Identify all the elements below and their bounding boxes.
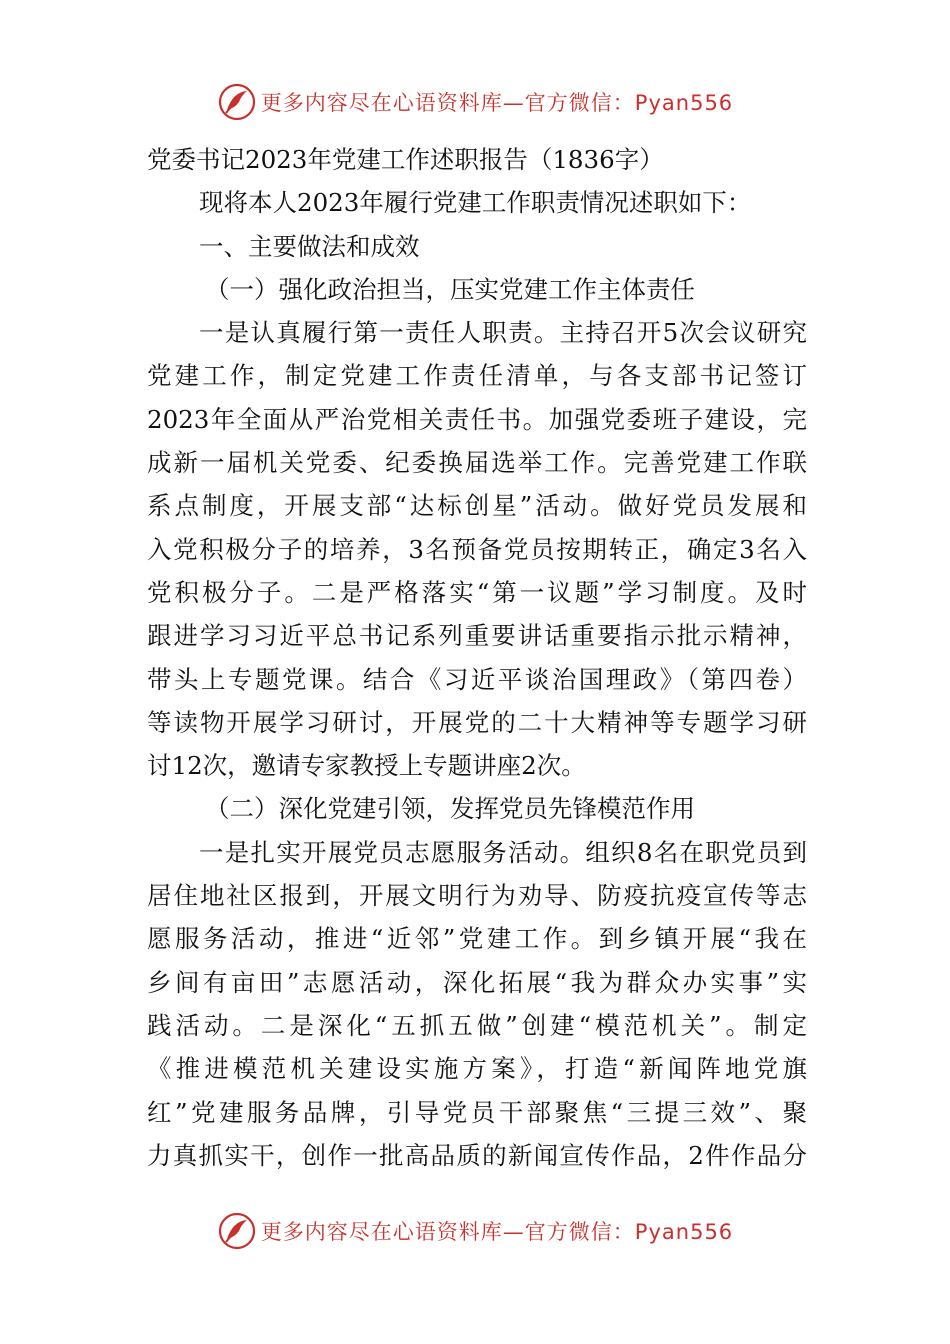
- paragraph-line: 居住地社区报到，开展文明行为劝导、防疫抗疫宣传等志: [147, 881, 807, 911]
- paragraph-line: 一是扎实开展党员志愿服务活动。组织8名在职党员到: [199, 837, 807, 867]
- document-title: 党委书记2023年党建工作述职报告（1836字）: [147, 145, 664, 174]
- paragraph-line: 践活动。二是深化“五抓五做”创建“模范机关”。制定: [147, 1010, 807, 1040]
- paragraph-line: 成新一届机关党委、纪委换届选举工作。完善党建工作联: [147, 448, 807, 478]
- pen-logo-icon: [217, 1211, 257, 1251]
- paragraph-line: 红”党建服务品牌，引导党员干部聚焦“三提三效”、聚: [147, 1097, 807, 1127]
- paragraph-line: 带头上专题党课。结合《习近平谈治国理政》（第四卷）: [147, 664, 807, 694]
- paragraph-line: 力真抓实干，创作一批高品质的新闻宣传作品，2件作品分: [147, 1140, 807, 1170]
- paragraph-line: 讨12次，邀请专家教授上专题讲座2次。: [147, 751, 586, 781]
- watermark-text: 更多内容尽在心语资料库—官方微信：Pyan556: [260, 91, 734, 115]
- paragraph-line: 愿服务活动，推进“近邻”党建工作。到乡镇开展“我在: [147, 924, 807, 954]
- paragraph: [147, 311, 807, 787]
- paragraph-line: 2023年全面从严治党相关责任书。加强党委班子建设，完: [147, 404, 807, 434]
- section-heading: 一、主要做法和成效: [199, 231, 420, 261]
- subsection-heading: （二）深化党建引领，发挥党员先锋模范作用: [205, 794, 695, 824]
- intro-paragraph: 现将本人2023年履行党建工作职责情况述职如下：: [199, 188, 752, 218]
- paragraph-line: 乡间有亩田”志愿活动，深化拓展“我为群众办实事”实: [147, 967, 807, 997]
- document-body: [147, 138, 807, 1177]
- watermark-header: [0, 80, 950, 124]
- paragraph-line: 党积极分子。二是严格落实“第一议题”学习制度。及时: [147, 577, 807, 607]
- paragraph-line: 跟进学习习近平总书记系列重要讲话重要指示批示精神，: [147, 621, 807, 651]
- paragraph-line: 《推进模范机关建设实施方案》，打造“新闻阵地党旗: [147, 1054, 807, 1084]
- paragraph-line: 入党积极分子的培养，3名预备党员按期转正，确定3名入: [147, 534, 807, 564]
- paragraph-line: 等读物开展学习研讨，开展党的二十大精神等专题学习研: [147, 707, 807, 737]
- watermark-footer: [0, 1209, 950, 1253]
- paragraph-line: 一是认真履行第一责任人职责。主持召开5次会议研究: [199, 318, 807, 348]
- pen-logo-icon: [217, 82, 257, 122]
- paragraph-line: 系点制度，开展支部“达标创星”活动。做好党员发展和: [147, 491, 807, 521]
- paragraph-line: 党建工作，制定党建工作责任清单，与各支部书记签订: [147, 361, 807, 391]
- subsection-heading: （一）强化政治担当，压实党建工作主体责任: [205, 274, 695, 304]
- paragraph: [147, 831, 807, 1177]
- watermark-text: 更多内容尽在心语资料库—官方微信：Pyan556: [260, 1220, 734, 1244]
